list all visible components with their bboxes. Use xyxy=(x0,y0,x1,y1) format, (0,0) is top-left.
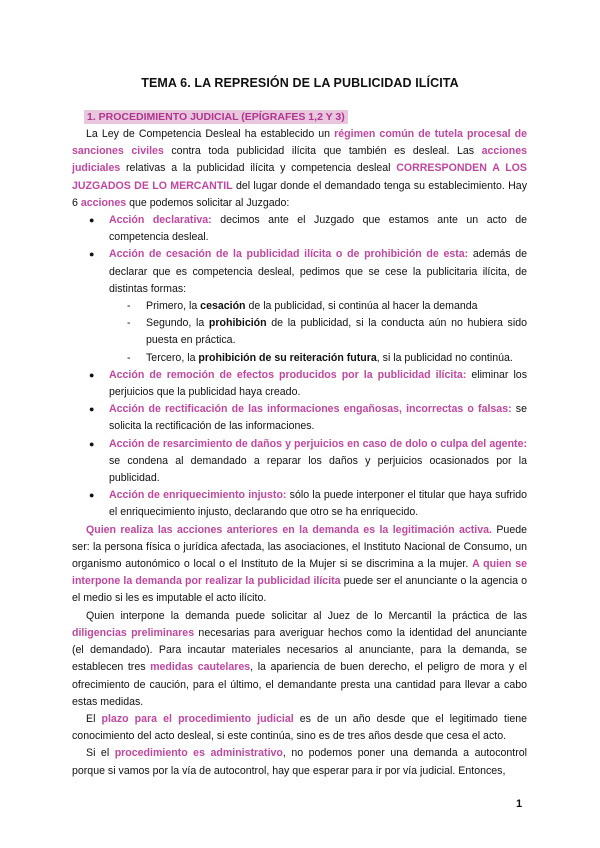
paragraph-legitimacion xyxy=(72,522,527,608)
text: contra toda publicidad ilícita que también es desleal. Las xyxy=(163,145,482,158)
highlight: diligencias preliminares xyxy=(72,626,195,639)
highlight: CORRESPONDEN A LOS JUZGADOS DE LO MERCANTIL xyxy=(72,162,527,192)
highlight: procedimiento es administrativo xyxy=(114,747,283,760)
action-name: Acción de remoción de efectos producidos por la publicidad ilícita: xyxy=(109,368,467,381)
highlight: medidas cautelares xyxy=(150,661,251,674)
page-number: 1 xyxy=(516,798,523,810)
action-text: se solicita la rectificación de las informaciones. xyxy=(109,403,527,433)
action-text: eliminar los perjuicios que la publicidad haya creado. xyxy=(109,368,527,399)
action-name: Acción de resarcimiento de daños y perjuicios en caso de dolo o culpa del agente: xyxy=(109,437,527,450)
text: , no podemos poner una demanda a autocontrol porque si vamos por la vía de autocontrol, hay que esperar para ir por vía judicial. Entonces, xyxy=(72,747,527,777)
paragraph-intro xyxy=(72,126,527,212)
highlight: régimen común de tutela procesal de sanciones civiles xyxy=(72,128,527,158)
text: Puede ser: la persona física o jurídica afectada, las asociaciones, el Instituto Nacional de Consumo, un organismo autonómico o local o el Instituto de la Mujer si se discrimina a la mujer. xyxy=(72,523,527,571)
text: relativas a la publicidad ilícita y competencia desleal xyxy=(120,162,397,175)
text: El xyxy=(86,712,102,725)
paragraph-administrativo xyxy=(72,745,527,779)
text: Si el xyxy=(86,747,115,760)
action-name: Acción de rectificación de las informaciones engañosas, incorrectas o falsas: xyxy=(109,403,512,416)
sub-list-item: - Tercero, la prohibición de su reiteración futura, si la publicidad no continúa. xyxy=(109,350,527,367)
action-name: Acción de enriquecimiento injusto: xyxy=(109,489,287,502)
sub-list-item: - Segundo, la prohibición de la publicidad, si la conducta aún no hubiera sido puesta en práctica. xyxy=(109,315,527,349)
text: necesarias para averiguar hechos como la identidad del anunciante (el demandado). Para incautar materiales necesarios al anunciante, para la demanda, se establecen tres xyxy=(72,626,527,674)
list-item xyxy=(72,401,527,435)
action-text: sólo la puede interponer el titular que haya sufrido el enriquecimiento injusto, declarando que otro se ha enriquecido. xyxy=(109,489,527,519)
list-item xyxy=(72,246,527,366)
text: del lugar donde el demandado tenga su establecimiento. Hay 6 xyxy=(72,179,527,209)
text: es de un año desde que el legitimado tiene conocimiento del acto desleal, si este continúa, sino es de tres años desde que cesa el acto. xyxy=(72,712,527,743)
list-item xyxy=(72,212,527,246)
list-item xyxy=(72,436,527,488)
paragraph-diligencias xyxy=(72,608,527,711)
document-body xyxy=(72,126,527,780)
actions-list xyxy=(72,212,527,522)
text: , la apariencia de buen derecho, el peligro de mora y el ofrecimiento de caución, para el último, el demandante presta una cantidad para llevar a cabo estas medidas. xyxy=(72,661,527,708)
highlight: plazo para el procedimiento judicial xyxy=(101,712,294,725)
action-text: decimos ante el Juzgado que estamos ante un acto de competencia desleal. xyxy=(109,214,528,244)
action-name: Acción de cesación de la publicidad ilícita o de prohibición de esta: xyxy=(109,248,469,261)
text: puede ser el anunciante o la agencia o el medio si les es imputable el acto ilícito. xyxy=(72,575,527,605)
action-text: además de declarar que es competencia desleal, pedimos que se cese la publicitaria ilícita, de distintas formas: xyxy=(109,248,527,295)
paragraph-plazo xyxy=(72,711,527,745)
action-name: Acción declarativa: xyxy=(109,214,212,227)
section-heading: 1. PROCEDIMIENTO JUDICIAL (EPÍGRAFES 1,2 Y 3) xyxy=(84,110,348,124)
list-item xyxy=(72,367,527,401)
highlight: acciones xyxy=(80,196,127,209)
highlight: Quien realiza las acciones anteriores en la demanda es la legitimación activa. xyxy=(86,523,492,536)
sub-list xyxy=(109,298,527,367)
list-item xyxy=(72,487,527,521)
action-text: se condena al demandado a reparar los daños y perjuicios ocasionados por la publicidad. xyxy=(109,454,527,485)
highlight: A quien se interpone la demanda por realizar la publicidad ilícita xyxy=(72,558,527,588)
text: que podemos solicitar al Juzgado: xyxy=(126,196,290,209)
page-title: TEMA 6. LA REPRESIÓN DE LA PUBLICIDAD ILÍCITA xyxy=(141,76,459,90)
text: La Ley de Competencia Desleal ha establecido un xyxy=(86,128,335,140)
sub-list-item: - Primero, la cesación de la publicidad, si continúa al hacer la demanda xyxy=(109,298,527,315)
highlight: acciones judiciales xyxy=(72,145,527,175)
text: Quien interpone la demanda puede solicitar al Juez de lo Mercantil la práctica de las xyxy=(86,609,527,622)
